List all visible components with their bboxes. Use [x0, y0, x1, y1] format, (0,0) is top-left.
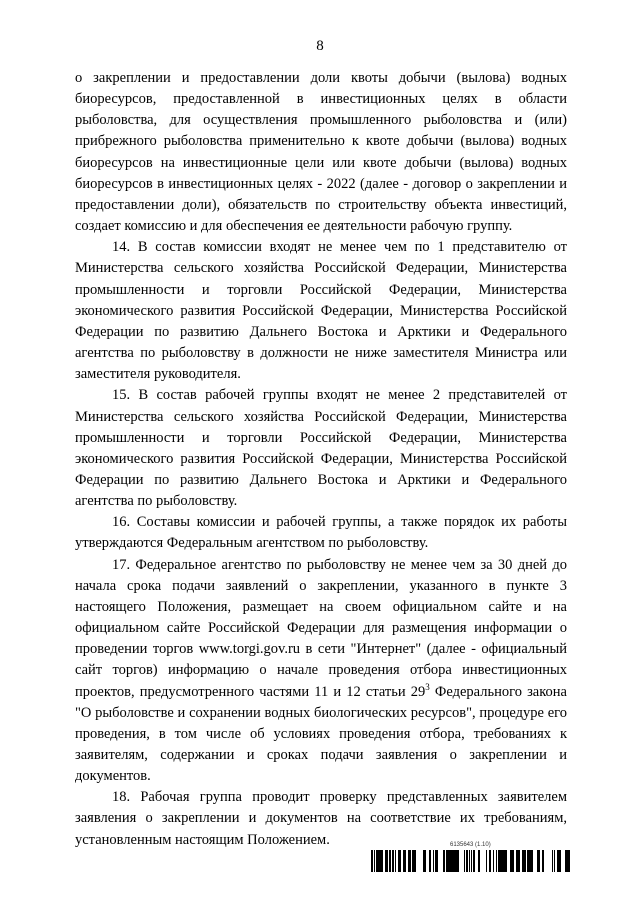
superscript-3: 3 [425, 681, 430, 692]
paragraph-14: 14. В состав комиссии входят не менее чем по 1 представителю от Министерства сельского хозяйства Российской Федерации, Министерства промышленности и торговли Российской Федерации, Министерства экономического развития Российской Федерации, Министерства Российской Федерации по развитию Дальнего Востока и Арктики и Федерального агентства по рыболовству в должности не ниже заместителя Министра или заместителя руководителя. [75, 239, 567, 383]
body-text [75, 68, 567, 851]
page-number: 8 [316, 38, 324, 54]
document-code: 6135643 (1.10) [450, 842, 491, 848]
paragraph-16: 16. Составы комиссии и рабочей группы, а также порядок их работы утверждаются Федеральным агентством по рыболовству. [75, 514, 567, 552]
paragraph-17-text-after: Федерального закона "О рыболовстве и сохранении водных биологических ресурсов", процедуре его проведения, в том числе об условиях проведения отбора, требованиях к заявителям, содержании и сроках подачи заявления о закреплении и документов. [75, 683, 567, 785]
barcode [370, 850, 570, 872]
paragraph-18: 18. Рабочая группа проводит проверку представленных заявителем заявления о закреплении и документов на соответствие их требованиям, установленным настоящим Положением. [75, 789, 567, 848]
paragraph-15: 15. В состав рабочей группы входят не менее 2 представителей от Министерства сельского хозяйства Российской Федерации, Министерства промышленности и торговли Российской Федерации, Министерства экономического развития Российской Федерации, Министерства Российской Федерации по развитию Дальнего Востока и Арктики и Федерального агентства по рыболовству. [75, 387, 567, 510]
paragraph-17-text-before: 17. Федеральное агентство по рыболовству не менее чем за 30 дней до начала срока подачи заявлений о закреплении, указанного в пункте 3 настоящего Положения, размещает на своем официальном сайте и на официальном сайте Российской Федерации для размещения информации о проведении торгов www.torgi.gov.ru в сети "Интернет" (далее - официальный сайт торгов) информацию о начале проведения отбора инвестиционных проектов, предусмотренного частями 11 и 12 статьи 29 [75, 556, 567, 700]
paragraph-continuation: о закреплении и предоставлении доли квоты добычи (вылова) водных биоресурсов, предоставленной в инвестиционных целях в области рыболовства, для осуществления промышленного рыболовства и (или) прибрежного рыболовства применительно к квоте добычи (вылова) водных биоресурсов на инвестиционные цели или квоте добычи (вылова) водных биоресурсов в инвестиционных целях - 2022 (далее - договор о закреплении и предоставлении доли), обязательств по строительству объекта инвестиций, создает комиссию и для обеспечения ее деятельности рабочую группу. [75, 70, 567, 235]
paragraph-17 [75, 555, 567, 788]
